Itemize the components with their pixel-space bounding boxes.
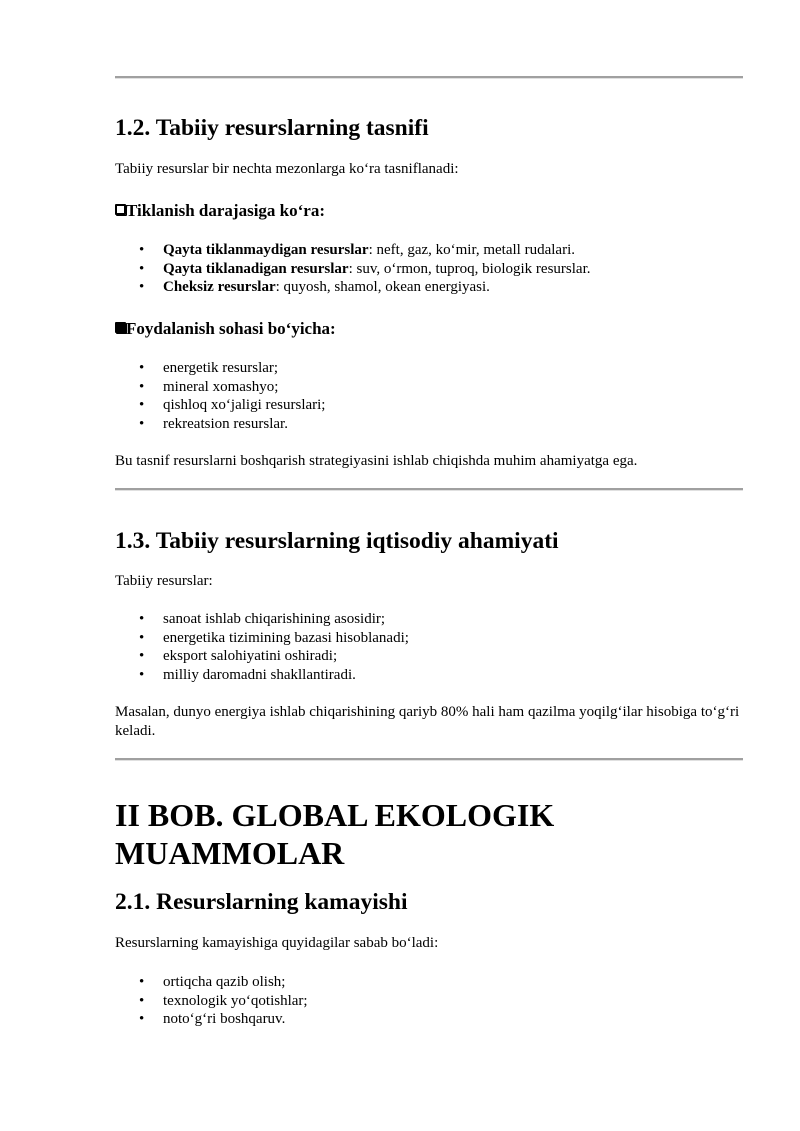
list-item — [115, 629, 743, 648]
bullet-icon: • — [139, 279, 145, 295]
group-1-heading — [115, 200, 743, 221]
list-item — [115, 359, 743, 378]
section-1-2-conclusion: Bu tasnif resurslarni boshqarish strategiyasini ishlab chiqishda muhim ahamiyatga ega. — [115, 453, 638, 469]
bullet-icon: • — [139, 992, 145, 1009]
list-item — [115, 396, 743, 415]
list-item — [115, 278, 743, 297]
list-item-desc: : suv, o‘rmon, tuproq, biologik resurslar. — [348, 260, 591, 277]
list-item-text: energetika tizimining bazasi hisoblanadi; — [163, 629, 409, 646]
bullet-icon: • — [139, 629, 145, 646]
section-2-1-list — [115, 973, 743, 1029]
group-2-heading — [115, 318, 743, 339]
list-item — [115, 973, 743, 992]
bullet-icon: • — [139, 260, 145, 277]
list-item-text: milliy daromadni shakllantiradi. — [163, 666, 356, 683]
list-item-text: texnologik yo‘qotishlar; — [163, 992, 308, 1009]
section-2-1-intro: Resurslarning kamayishiga quyidagilar sabab bo‘ladi: — [115, 935, 439, 951]
section-1-3-intro: Tabiiy resurslar: — [115, 573, 213, 589]
list-item-term: Qayta tiklanmaydigan resurslar — [163, 242, 369, 258]
list-item-term: Cheksiz resurslar — [163, 279, 276, 295]
group-2-heading-text: Foydalanish sohasi bo‘yicha: — [126, 319, 336, 338]
list-item-text: energetik resurslar; — [163, 360, 279, 376]
bullet-icon: • — [139, 648, 145, 664]
list-item-text: noto‘g‘ri boshqaruv. — [163, 1011, 286, 1027]
section-1-2-intro: Tabiiy resurslar bir nechta mezonlarga ko‘ra tasniflanadi: — [115, 161, 459, 177]
bullet-icon: • — [139, 378, 145, 395]
list-item-text: eksport salohiyatini oshiradi; — [163, 648, 338, 664]
list-item-desc: : neft, gaz, ko‘mir, metall rudalari. — [368, 242, 575, 258]
bullet-icon: • — [139, 360, 145, 376]
horizontal-rule-top — [115, 76, 743, 78]
section-1-3-list — [115, 610, 743, 684]
chapter-2-heading: II BOB. GLOBAL EKOLOGIK MUAMMOLAR — [115, 797, 555, 871]
group-2-list — [115, 359, 743, 433]
bullet-icon: • — [139, 666, 145, 683]
list-item-text: rekreatsion resurslar. — [163, 415, 288, 432]
list-item — [115, 647, 743, 666]
list-item — [115, 1010, 743, 1029]
section-1-2-heading: 1.2. Tabiiy resurslarning tasnifi — [115, 115, 429, 141]
list-item-text: qishloq xo‘jaligi resurslari; — [163, 397, 326, 413]
list-item-text: ortiqcha qazib olish; — [163, 974, 286, 990]
list-item — [115, 241, 743, 260]
section-1-3-conclusion: Masalan, dunyo energiya ishlab chiqarishining qariyb 80% hali ham qazilma yoqilg‘ilar hisobiga to‘g‘ri keladi. — [115, 704, 740, 739]
horizontal-rule-bottom — [115, 758, 743, 760]
list-item-text: sanoat ishlab chiqarishining asosidir; — [163, 611, 386, 627]
group-1-list — [115, 241, 743, 297]
list-item — [115, 666, 743, 685]
list-item — [115, 378, 743, 397]
horizontal-rule-mid — [115, 488, 743, 490]
bullet-icon: • — [139, 415, 145, 432]
bullet-icon: • — [139, 397, 145, 413]
section-1-3-heading: 1.3. Tabiiy resurslarning iqtisodiy ahamiyati — [115, 528, 559, 554]
bullet-icon: • — [139, 1011, 145, 1027]
bullet-icon: • — [139, 242, 145, 258]
group-1-heading-text: Tiklanish darajasiga ko‘ra: — [126, 201, 326, 220]
list-item — [115, 610, 743, 629]
bullet-icon: • — [139, 974, 145, 990]
section-2-1-heading: 2.1. Resurslarning kamayishi — [115, 889, 408, 915]
list-item-desc: : quyosh, shamol, okean energiyasi. — [275, 279, 490, 295]
checkbox-empty-icon — [115, 204, 126, 215]
bullet-icon: • — [139, 611, 145, 627]
list-item — [115, 415, 743, 434]
list-item-text: mineral xomashyo; — [163, 378, 279, 395]
list-item — [115, 992, 743, 1011]
list-item — [115, 260, 743, 279]
list-item-term: Qayta tiklanadigan resurslar — [163, 260, 349, 277]
checkbox-filled-icon — [115, 322, 126, 333]
